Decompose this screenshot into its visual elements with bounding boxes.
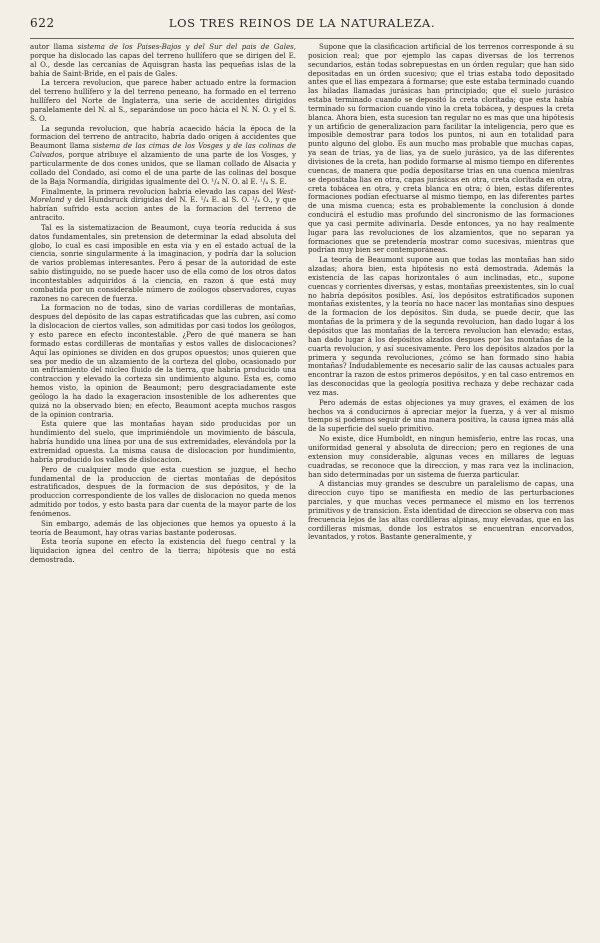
paragraph: Pero además de estas objeciones ya muy graves, el exámen de los hechos va á conducirnos á apreciar mejor la fuerza, y á ver al mismo tiempo si podemos seguir de una manera positiva, la causa ígnea más allá de la superficie del suelo primitivo. [308,397,574,434]
paragraph: Pero de cualquier modo que esta cuestion se juzgue, el hecho fundamental de la produccion de ciertas montañas de depósitos estratificados, despues de la formacion de sus depósitos, y de la produccion correspondiente de los valles de dislocacion no queda menos admitido por todos, y esto basta para dar cuenta de la mayor parte de los fenómenos. [30,464,296,518]
paragraph: La formacion no de todas, sino de varias cordilleras de montañas, despues del depósito de las capas estratificadas que las cubren, así como la dislocacion de ciertos valles, son admitidas por casi todos los geólogos, y esto parece en efecto incontestable. ¿Pero de qué manera se han formado estas cordilleras de montañas y estos valles de dislocaciones? Aquí las opiniones se dividen en dos grupos opuestos; unos quieren que sea por medio de un alzamiento de la corteza del globo, ocasionado por un enfriamiento del núcleo fluido de la tierra, que habría producido una contraccion y elevado la corteza sin undimiento alguno. Esta es, como hemos visto, la opinion de Beaumont; pero desgraciadamente este geólogo la ha dado la exageracion insostenible de los adherentes que quizá no la observado bien; en efecto, Beaumont acepta muchos rasgos de la opinion contraria. [30,303,296,419]
paragraph: La segunda revolucion, que habría acaecido hácia la época de la formacion del terreno de antracito, habría dado orígen á accidentes que Beaumont llama sistema de las cimas de los Vosges y de las colinas de Calvados, porque atribuye el alzamiento de una parte de los Vosges, y particularmente de dos cones unidos, que se llaman collado de Alsacia y collado del Condado, así como el de una parte de las colinas del bosque de la Baja Normandía, dirigidas igualmente del O. ¹/₄ N. O. al E. ¹/₄ S. E. [30,123,296,186]
paragraph: A distancias muy grandes se descubre un paralelismo de capas, una direccion cuyo tipo se manifiesta en medio de las perturbaciones parciales, y que muchas veces permanece el mismo en los terrenos primitivos y de transicion. Esta identidad de direccion se observa con mas frecuencia lejos de las altas cordilleras alpinas, muy elevadas, que en las cordilleras mismas, donde los estratos se encuentran encorvados, levantados, y rotos. Bastante generalmente, y [308,479,574,542]
paragraph: Finalmente, la primera revolucion habria elevado las capas del West-Moreland y del Hundsruck dirigidas del N. E. ¹/₄ E. al S. O. ¹/₄ O., y que habrían sufrido esta accion antes de la formacion del terreno de antracito. [30,186,296,223]
left-column [30,43,296,939]
paragraph: Esta quiere que las montañas hayan sido producidas por un hundimiento del suelo, que imprimiéndole un movimiento de báscula, habría hundido una línea por una de sus extremidades, elevándola por la extremidad opuesta. La misma causa de dislocacion por hundimiento, habría producido los valles de dislocacion. [30,419,296,464]
header-rule [30,38,574,39]
text-columns [30,43,574,939]
right-column [308,43,574,939]
paragraph: Tal es la sistematizacion de Beaumont, cuya teoría reducida á sus datos fundamentales, sin pretension de determinar la edad absoluta del globo, lo cual es casi imposible en esta via y en el estado actual de la ciencia, sonrie singularmente á la imaginacion, y podría dar la solucion de varios problemas interesantes. Pero á pesar de la autoridad de este sabio distinguido, no se puede hacer uso de ella como de los otros datos incontestables adquiridos á la ciencia, en razon á que está muy combatida por un considerable número de zoólogos observadores, cuyas razones no carecen de fuerza. [30,222,296,303]
paragraph: autor llama sistema de los Paises-Bajos y del Sur del pais de Gales, porque ha dislocado las capas del terreno hullífero que se dirigen del E. al O., desde las cercanías de Aquisgran hasta las pequeñas islas de la bahía de Saint-Bride, en el pais de Gales. [30,43,296,78]
running-title: LOS TRES REINOS DE LA NATURALEZA. [168,16,436,30]
paragraph: Sin embargo, además de las objeciones que hemos ya opuesto á la teoría de Beaumont, hay otras varias bastante poderosas. [30,518,296,537]
running-header [30,16,574,36]
page-number: 622 [30,16,55,30]
paragraph: No existe, dice Humboldt, en ningun hemisferio, entre las rocas, una uniformidad general y absoluta de direccion; pero en regiones de una extension muy considerable, algunas veces en millares de leguas cuadradas, se reconoce que la direccion, y mas rara vez la inclinacion, han sido determinadas por un sistema de fuerza particular. [308,434,574,479]
paragraph: La teoría de Beaumont supone aun que todas las montañas han sido alzadas; ahora bien, esta hipótesis no está demostrada. Además la existencia de las capas horizontales ó aun inclinadas, etc., supone cuencas y corrientes diversas, y estas, montañas preexistentes, sin lo cual no habría depósitos posibles. Así, los depósitos estratificados suponen montañas existentes, y la teoría no hace nacer las montañas sino despues de la formacion de los depósitos. Sin duda, se puede decir, que las montañas de la primera y de la segunda revolucion, han dado lugar á los depósitos que las montañas de la tercera revolucion han elevado; estas, han dado lugar á los depósitos alzados despues por las montañas de la cuarta revolucion, y así sucesivamente. Pero los depósitos alzados por la primera y segunda revoluciones, ¿cómo se han formado sino habia montañas? Indudablemente es necesario salir de las causas actuales para encontrar la razon de estos primeros depósitos, y en tal caso entremos en las desconocidas que la geología positiva rechaza y debe rechazar cada vez mas. [308,255,574,397]
paragraph: Supone que la clasificacion artificial de los terrenos corresponde á su posicion real; que por ejemplo las capas diversas de los terrenos secundarios, están todas sobrepuestas en un órden regular; que han sido depositadas en un órden sucesivo; que el trias estaba todo depositado antes que el lias empezara á formarse; que este estaba terminado cuando las hiladas llamadas jurásicas han principiado; que el suelo jurásico estaba terminado cuando se depositó la creta clorítada; que esta había terminado su formacion cuando vino la creta tobácea, y despues la creta blanca. Ahora bien, esta sucesion tan regular no es mas que una hipótesis y un artificio de generalizacion para facilitar la inteligencia, pero que es imposible demostrar para todos los puntos, ni aun en totalidad para punto alguno del globo. Es aun mucho mas probable que muchas capas, ya sean de trias, ya de lias, ya de suelo jurásico, ya de las diferentes divisiones de la creta, han podido formarse al mismo tiempo en diferentes cuencas, de manera que podía depositarse trias en una cuenca mientras se depositaba lias en otra, capas jurásicas en otra, creta clorítada en otra, creta tobácea en otra, y creta blanca en otra; ó bien, estas diferentes formaciones podían efectuarse al mismo tiempo, en las diferentes partes de una misma cuenca; esta es probablemente la conclusion á donde conducirá el estudio mas profundo del sincronismo de las formaciones que ya casi permite adivinarla. Desde entonces, ya no hay realmente lugar para las revoluciones de los alzamientos, que no separan ya formaciones que se pretendería mostrar como sucesivas, mientras que podrían muy bien ser contemporáneas. [308,43,574,255]
paragraph: Esta teoría supone en efecto la existencia del fuego central y la liquidacion ígnea del centro de la tierra; hipótesis que no está demostrada. [30,537,296,565]
paragraph: La tercera revolucion, que parece haber actuado entre la formacion del terreno hullífero y la del terreno peneano, ha formado en el terreno hullífero del Norte de Inglaterra, una serie de accidentes dirigidos paralelamente del N. al S., separándose un poco hácia el N. N. O. y el S. S. O. [30,78,296,123]
